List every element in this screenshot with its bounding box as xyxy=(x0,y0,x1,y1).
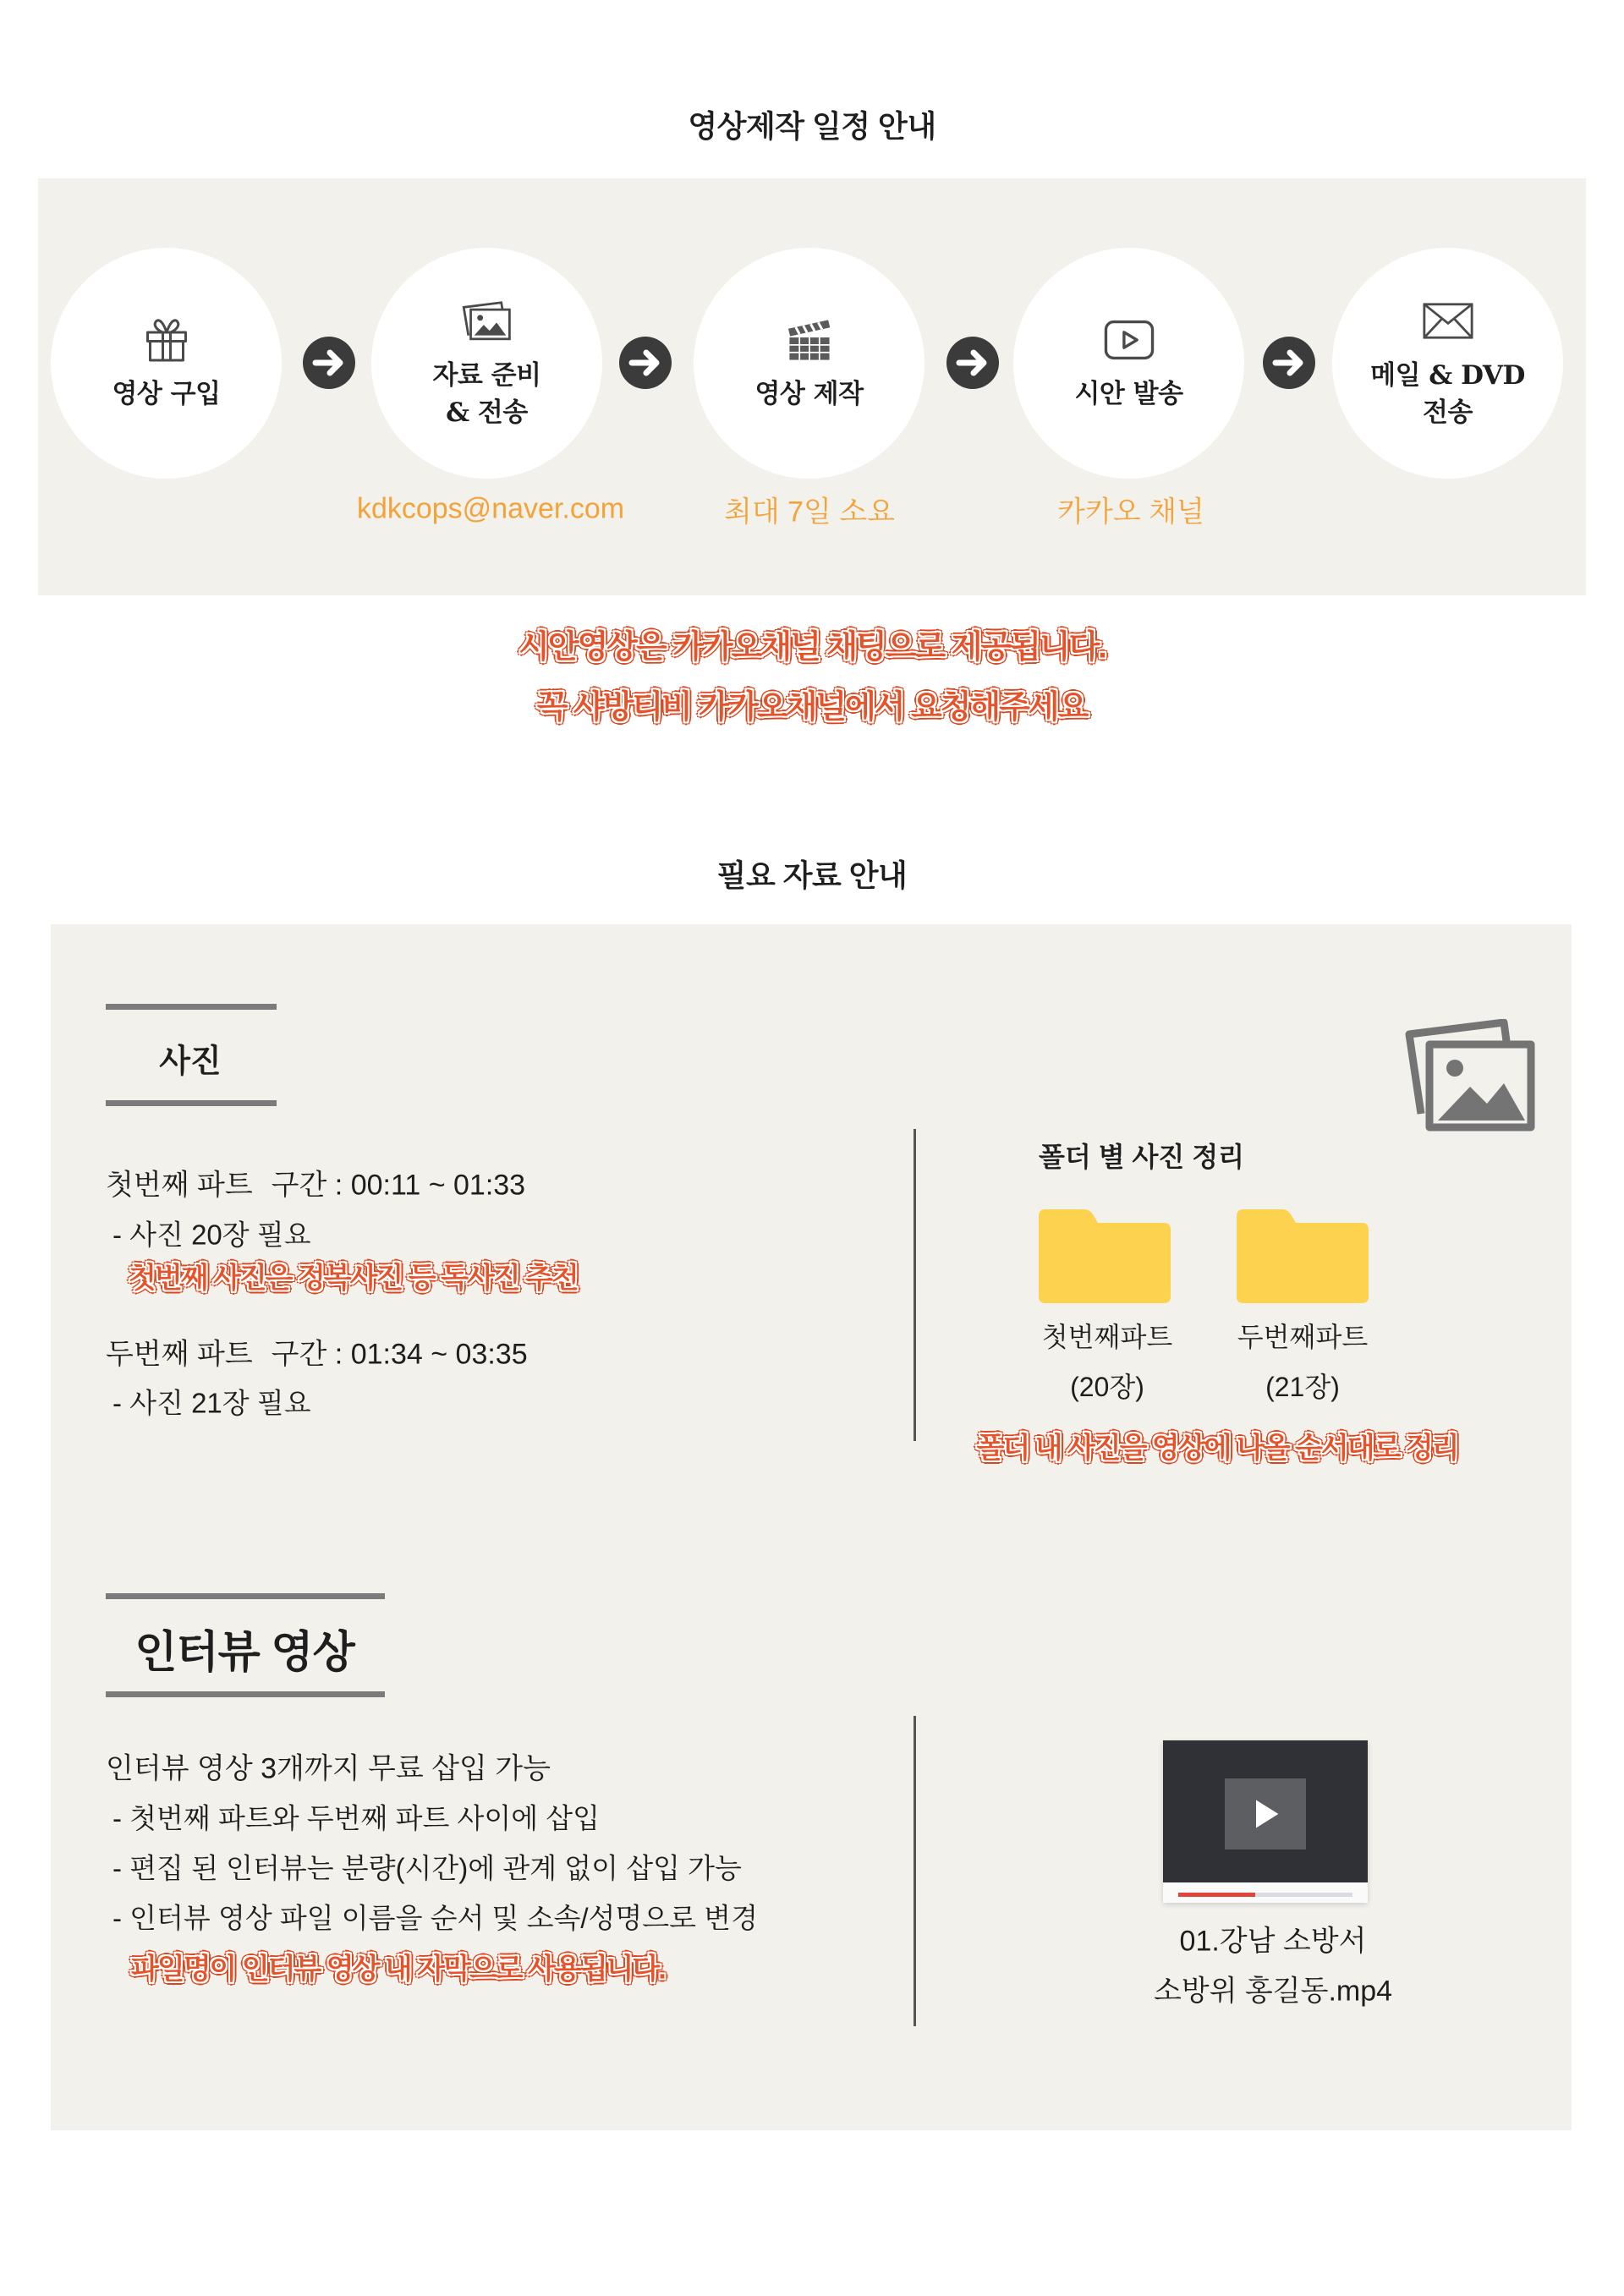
column-divider xyxy=(914,1129,916,1441)
play-icon xyxy=(1102,315,1156,365)
play-icon xyxy=(1225,1778,1306,1849)
step-label-line: 메일 & DVD xyxy=(1370,359,1525,391)
arrow-right-circle-icon xyxy=(619,337,672,389)
photos-heading: 사진 xyxy=(159,1044,222,1080)
photo-count: - 사진 20장 필요 xyxy=(112,1219,311,1251)
folder-name: 두번째파트 xyxy=(1237,1322,1369,1352)
step-delivery xyxy=(1332,248,1563,479)
clapperboard-icon xyxy=(782,315,837,365)
file-name-line: 소방위 홍길동.mp4 xyxy=(1153,1975,1393,2008)
envelope-icon xyxy=(1421,296,1475,347)
step-production xyxy=(694,248,924,479)
part-name: 첫번째 파트 xyxy=(106,1169,253,1202)
step-label xyxy=(432,357,540,431)
folder-count: (21장) xyxy=(1265,1372,1340,1402)
schedule-title: 영상제작 일정 안내 xyxy=(688,108,936,144)
folder-name: 첫번째파트 xyxy=(1041,1322,1173,1352)
folder-tip: 폴더 내 사진을 영상에 나올 순서대로 정리 xyxy=(976,1432,1458,1465)
step-purchase xyxy=(51,248,282,479)
step-label-line: 영상 제작 xyxy=(754,378,864,409)
interview-heading: 인터뷰 영상 xyxy=(134,1628,354,1678)
heading-rule xyxy=(106,1691,385,1697)
folder-count: (20장) xyxy=(1070,1372,1144,1402)
interview-bullet: - 편집 된 인터뷰는 분량(시간)에 관계 없이 삽입 가능 xyxy=(112,1852,742,1884)
materials-title: 필요 자료 안내 xyxy=(716,858,908,893)
interview-bullet: - 인터뷰 영상 파일 이름을 순서 및 소속/성명으로 변경 xyxy=(112,1902,758,1934)
photos-icon xyxy=(1404,1019,1536,1133)
step-label-line: & 전송 xyxy=(446,397,528,428)
step-label xyxy=(1074,375,1182,413)
step-label xyxy=(754,375,863,413)
part-name: 두번째 파트 xyxy=(106,1338,253,1371)
heading-rule xyxy=(106,1100,277,1106)
photo-part xyxy=(106,1162,525,1203)
part-range: 구간 : 00:11 ~ 01:33 xyxy=(271,1169,526,1202)
video-progress-bar xyxy=(1178,1893,1352,1897)
video-progress-fill xyxy=(1178,1893,1255,1897)
gift-icon xyxy=(140,315,194,365)
file-name-line: 01.강남 소방서 xyxy=(1179,1925,1367,1958)
video-thumbnail-icon xyxy=(1163,1740,1368,1903)
heading-rule xyxy=(106,1593,385,1599)
notice-line: 시안영상은 카카오채널 채팅으로 제공됩니다. xyxy=(518,629,1106,666)
step-label xyxy=(1370,357,1525,431)
photo-tip: 첫번째 사진은 정복사진 등 독사진 추천 xyxy=(129,1262,578,1295)
duration-note: 최대 7일 소요 xyxy=(723,496,896,529)
arrow-right-circle-icon xyxy=(946,337,999,389)
step-label-line: 시안 발송 xyxy=(1074,378,1183,409)
photo-part xyxy=(106,1331,528,1373)
step-label-line: 영상 구입 xyxy=(112,378,221,409)
email-note: kdkcops@naver.com xyxy=(356,492,625,525)
folder-icon xyxy=(1237,1209,1369,1303)
video-screen xyxy=(1163,1740,1368,1882)
interview-summary: 인터뷰 영상 3개까지 무료 삽입 가능 xyxy=(106,1752,551,1785)
notice-line: 꼭 샤방티비 카카오채널에서 요청해주세요 xyxy=(536,689,1088,726)
interview-tip: 파일명이 인터뷰 영상 내 자막으로 사용됩니다. xyxy=(131,1953,665,1986)
folder-heading: 폴더 별 사진 정리 xyxy=(1039,1142,1245,1172)
heading-rule xyxy=(106,1004,277,1010)
folder-icon xyxy=(1039,1209,1171,1303)
arrow-right-circle-icon xyxy=(303,337,355,389)
step-label xyxy=(112,375,220,413)
photo-icon xyxy=(460,296,514,347)
step-label-line: 전송 xyxy=(1423,397,1473,428)
channel-note: 카카오 채널 xyxy=(1057,496,1204,529)
step-materials xyxy=(371,248,602,479)
interview-bullet: - 첫번째 파트와 두번째 파트 사이에 삽입 xyxy=(112,1802,601,1834)
photo-count: - 사진 21장 필요 xyxy=(112,1387,311,1419)
arrow-right-circle-icon xyxy=(1263,337,1315,389)
step-preview xyxy=(1013,248,1244,479)
step-label-line: 자료 준비 xyxy=(432,359,541,391)
part-range: 구간 : 01:34 ~ 03:35 xyxy=(271,1338,528,1371)
column-divider xyxy=(914,1716,916,2026)
